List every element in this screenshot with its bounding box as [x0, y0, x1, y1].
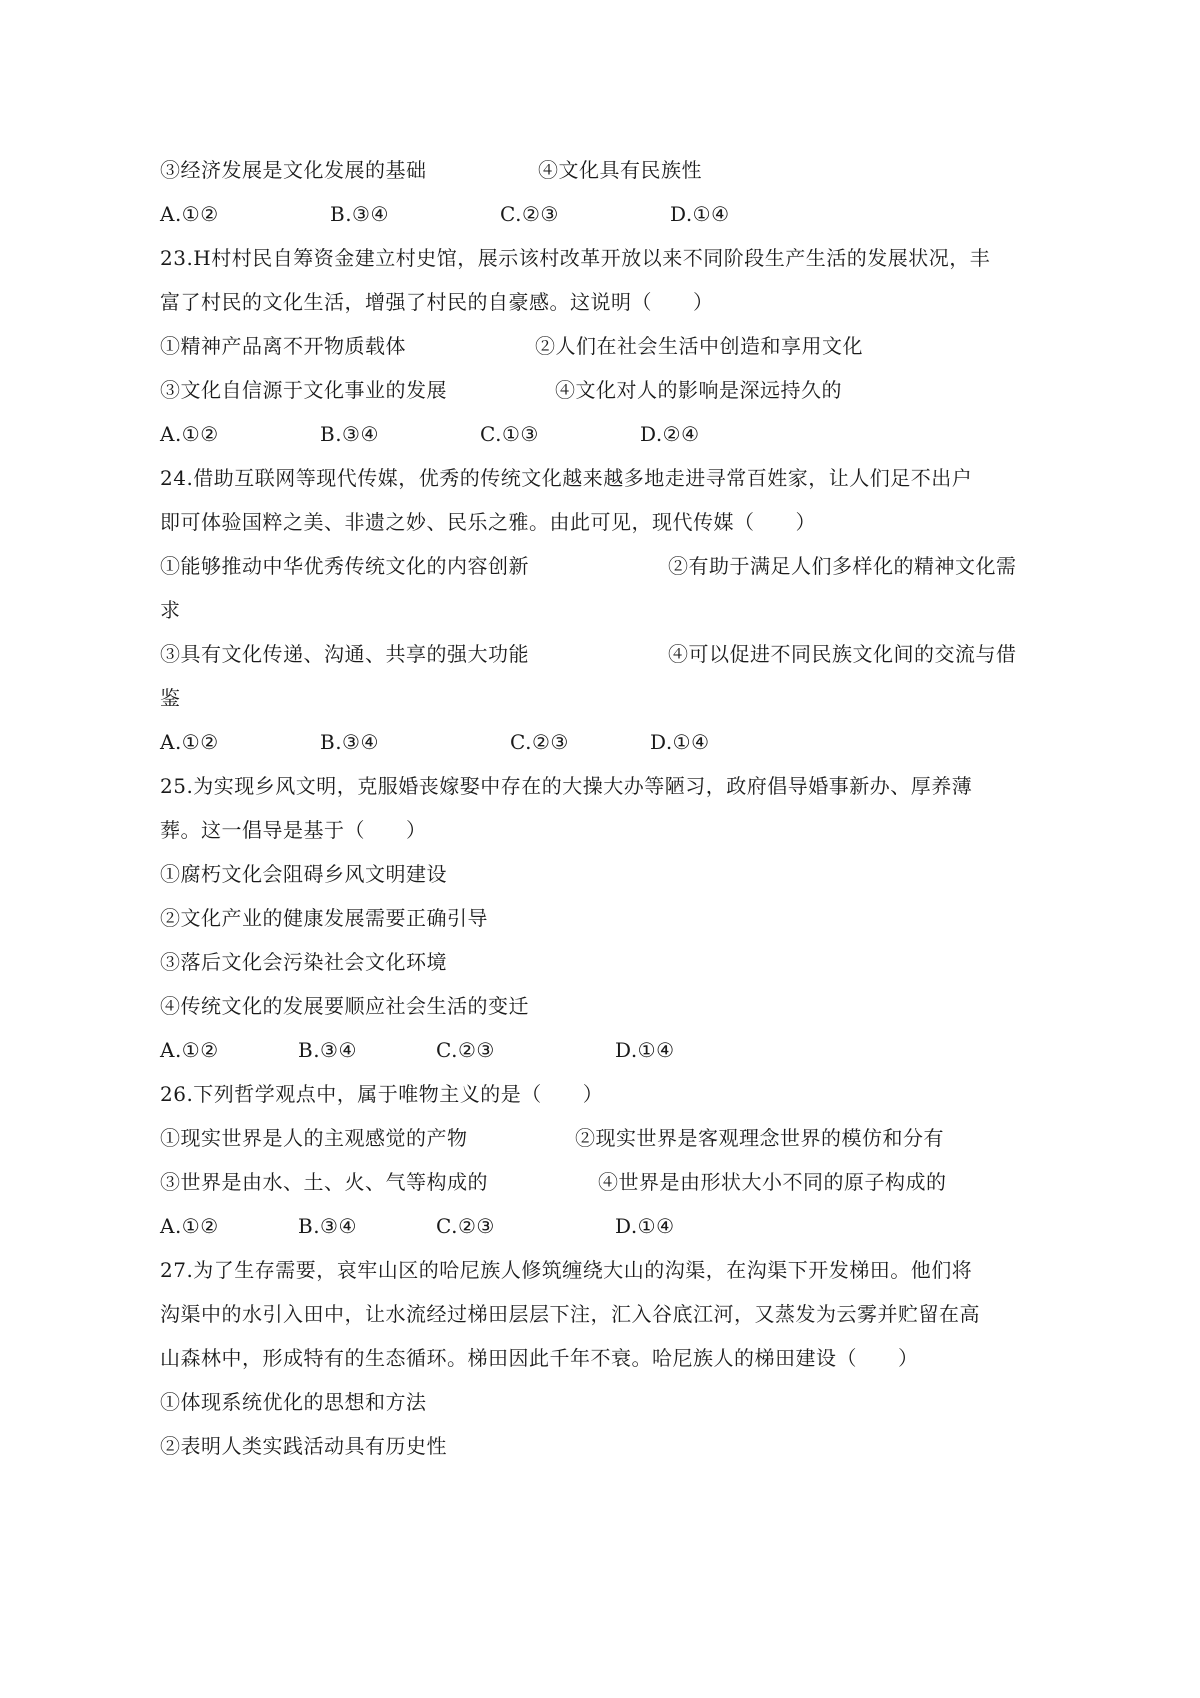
- q22-choice-c: C.②③: [500, 202, 559, 226]
- q25-option-4: ④传统文化的发展要顺应社会生活的变迁: [160, 994, 529, 1018]
- q24-option-2-wrap: 求: [160, 598, 181, 622]
- q24-choice-a: A.①②: [160, 730, 219, 754]
- q26-option-1: ①现实世界是人的主观感觉的产物: [160, 1126, 468, 1150]
- q25-choice-b: B.③④: [298, 1038, 357, 1062]
- q23-option-2: ②人们在社会生活中创造和享用文化: [535, 334, 863, 358]
- q26-option-2: ②现实世界是客观理念世界的模仿和分有: [575, 1126, 944, 1150]
- q25-option-3: ③落后文化会污染社会文化环境: [160, 950, 447, 974]
- q23-option-3: ③文化自信源于文化事业的发展: [160, 378, 447, 402]
- q27-option-2: ②表明人类实践活动具有历史性: [160, 1434, 447, 1458]
- q26-choice-d: D.①④: [615, 1214, 675, 1238]
- q22-choice-b: B.③④: [330, 202, 389, 226]
- q25-choice-a: A.①②: [160, 1038, 219, 1062]
- q22-option-3: ③经济发展是文化发展的基础: [160, 158, 427, 182]
- q26-option-4: ④世界是由形状大小不同的原子构成的: [598, 1170, 947, 1194]
- q26-stem: 26.下列哲学观点中，属于唯物主义的是（ ）: [160, 1082, 604, 1106]
- q23-choice-a: A.①②: [160, 422, 219, 446]
- q27-option-1: ①体现系统优化的思想和方法: [160, 1390, 427, 1414]
- q22-option-4: ④文化具有民族性: [538, 158, 702, 182]
- q26-choice-c: C.②③: [436, 1214, 495, 1238]
- q23-choice-d: D.②④: [640, 422, 700, 446]
- q25-stem-line-2: 葬。这一倡导是基于（ ）: [160, 818, 427, 842]
- q22-choice-d: D.①④: [670, 202, 730, 226]
- q22-choice-a: A.①②: [160, 202, 219, 226]
- q25-choice-c: C.②③: [436, 1038, 495, 1062]
- q24-option-2: ②有助于满足人们多样化的精神文化需: [668, 554, 1017, 578]
- q27-stem-line-1: 27.为了生存需要，哀牢山区的哈尼族人修筑缠绕大山的沟渠，在沟渠下开发梯田。他们将: [160, 1258, 973, 1282]
- q23-option-1: ①精神产品离不开物质载体: [160, 334, 406, 358]
- q25-choice-d: D.①④: [615, 1038, 675, 1062]
- q27-stem-line-3: 山森林中，形成特有的生态循环。梯田因此千年不衰。哈尼族人的梯田建设（ ）: [160, 1346, 919, 1370]
- q23-stem-line-2: 富了村民的文化生活，增强了村民的自豪感。这说明（ ）: [160, 290, 714, 314]
- q25-option-2: ②文化产业的健康发展需要正确引导: [160, 906, 488, 930]
- q24-choice-b: B.③④: [320, 730, 379, 754]
- q25-stem-line-1: 25.为实现乡风文明，克服婚丧嫁娶中存在的大操大办等陋习，政府倡导婚事新办、厚养薄: [160, 774, 973, 798]
- q27-stem-line-2: 沟渠中的水引入田中，让水流经过梯田层层下注，汇入谷底江河，又蒸发为云雾并贮留在高: [160, 1302, 980, 1326]
- q24-choice-c: C.②③: [510, 730, 569, 754]
- q26-option-3: ③世界是由水、土、火、气等构成的: [160, 1170, 488, 1194]
- q24-option-3: ③具有文化传递、沟通、共享的强大功能: [160, 642, 529, 666]
- q24-choice-d: D.①④: [650, 730, 710, 754]
- q25-option-1: ①腐朽文化会阻碍乡风文明建设: [160, 862, 447, 886]
- q23-option-4: ④文化对人的影响是深远持久的: [555, 378, 842, 402]
- q26-choice-a: A.①②: [160, 1214, 219, 1238]
- q23-choice-c: C.①③: [480, 422, 539, 446]
- q24-option-4: ④可以促进不同民族文化间的交流与借: [668, 642, 1017, 666]
- q24-option-4-wrap: 鉴: [160, 686, 181, 710]
- q24-option-1: ①能够推动中华优秀传统文化的内容创新: [160, 554, 529, 578]
- q24-stem-line-1: 24.借助互联网等现代传媒，优秀的传统文化越来越多地走进寻常百姓家，让人们足不出户: [160, 466, 973, 490]
- q23-choice-b: B.③④: [320, 422, 379, 446]
- q23-stem-line-1: 23.H村村民自筹资金建立村史馆，展示该村改革开放以来不同阶段生产生活的发展状况，丰: [160, 246, 991, 270]
- q24-stem-line-2: 即可体验国粹之美、非遗之妙、民乐之雅。由此可见，现代传媒（ ）: [160, 510, 816, 534]
- q26-choice-b: B.③④: [298, 1214, 357, 1238]
